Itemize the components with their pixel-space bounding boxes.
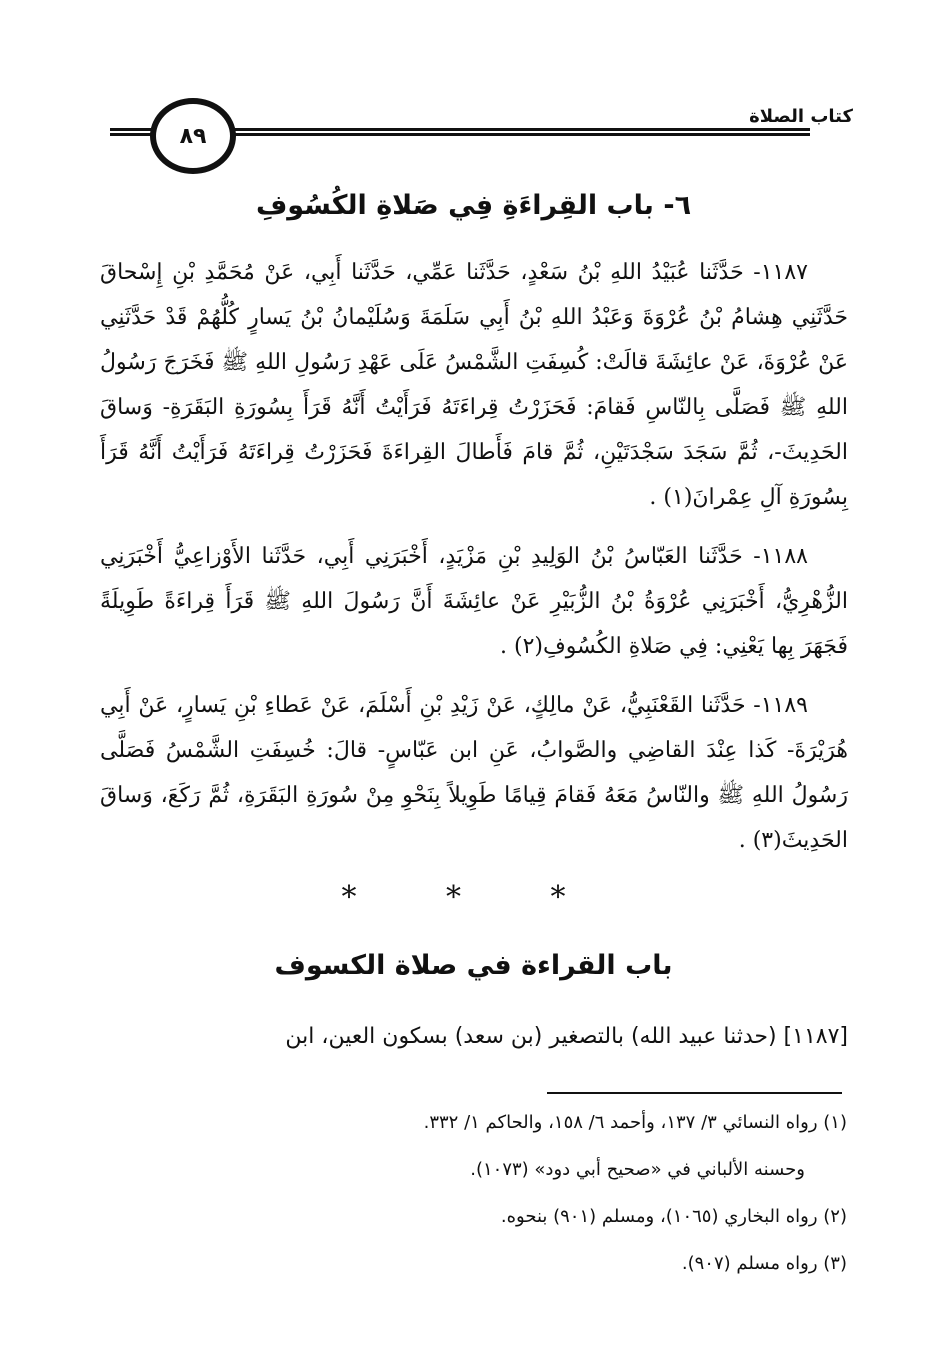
running-head-title: كتاب الصلاة <box>743 106 859 127</box>
hadith-body <box>100 250 848 877</box>
commentary-text: [١١٨٧] (حدثنا عبيد الله) بالتصغير (بن سعد) بسكون العين، ابن <box>285 1024 848 1049</box>
page-number-badge <box>150 98 236 174</box>
footnote-1-continuation: وحسنه الألباني في «صحيح أبي دود» (١٠٧٣). <box>470 1159 805 1180</box>
page-number: ٨٩ <box>179 123 207 149</box>
hadith-1189: ١١٨٩- حَدَّثَنا القَعْنَبِيُّ، عَنْ مالِكٍ، عَنْ زَيْدِ بْنِ أَسْلَمَ، عَنْ عَطاءِ بْنِ يَسارٍ، عَنْ أَبِي هُرَيْرَةَ- كَذا عِنْدَ القاضِي والصَّوابُ، عَنِ ابن عَبّاسٍ- قالَ: خُسِفَتِ الشَّمْسُ فَصَلَّى رَسُولُ اللهِ ﷺ والنّاسُ مَعَهُ فَقامَ قِيامًا طَوِيلاً بِنَحْوِ مِنْ سُورَةِ البَقَرَةِ، ثُمَّ رَكَعَ، وَساقَ الحَدِيثَ(٣) . <box>100 693 848 853</box>
section-title: ٦- باب القِراءَةِ فِي صَلاةِ الكُسُوفِ <box>255 190 692 221</box>
footnote-3: (٣) رواه مسلم (٩٠٧). <box>681 1253 847 1274</box>
footnotes <box>99 1105 847 1293</box>
hadith-1187: ١١٨٧- حَدَّثَنا عُبَيْدُ اللهِ بْنُ سَعْدٍ، حَدَّثَنا عَمِّي، حَدَّثَنا أَبِي، عَنْ مُحَمَّدِ بْنِ إِسْحاقَ حَدَّثَنِي هِشامُ بْنُ عُرْوَةَ وَعَبْدُ اللهِ بْنُ أَبِي سَلَمَةَ وَسُلَيْمانُ بْنُ يَسارٍ كُلُّهُمْ قَدْ حَدَّثَنِي عَنْ عُرْوَةَ، عَنْ عائِشَةَ قالَتْ: كُسِفَتِ الشَّمْسُ عَلَى عَهْدِ رَسُولِ اللهِ ﷺ فَخَرَجَ رَسُولُ اللهِ ﷺ فَصَلَّى بِالنّاسِ فَقامَ: فَحَزَرْتُ قِراءَتَهُ فَرَأَيْتُ أَنَّهُ قَرَأَ بِسُورَةِ البَقَرَةِ- وَساقَ الحَدِيثَ-، ثُمَّ سَجَدَ سَجْدَتَيْنِ، ثُمَّ قامَ فَأَطالَ القِراءَةَ فَحَزَرْتُ قِراءَتَهُ فَرَأَيْتُ أَنَّهُ قَرَأَ بِسُورَةِ آلِ عِمْرانَ(١) . <box>100 260 848 510</box>
footnote-divider <box>547 1092 842 1094</box>
header-rule-right <box>225 128 810 136</box>
footnote-2: (٢) رواه البخاري (١٠٦٥)، ومسلم (٩٠١) بنحوه. <box>500 1206 847 1227</box>
section-separator: * * * <box>341 880 606 915</box>
commentary-title: باب القراءة في صلاة الكسوف <box>274 950 673 981</box>
footnote-1: (١) رواه النسائي ٣/ ١٣٧، وأحمد ٦/ ١٥٨، والحاكم ١/ ٣٣٢. <box>423 1112 847 1133</box>
hadith-1188: ١١٨٨- حَدَّثَنا العَبّاسُ بْنُ الوَلِيدِ بْنِ مَزْيَدٍ، أَخْبَرَنِي أَبِي، حَدَّثَنا الأَوْزاعِيُّ أَخْبَرَنِي الزُّهْرِيُّ، أَخْبَرَنِي عُرْوَةُ بْنُ الزُّبَيْرِ عَنْ عائِشَةَ أَنَّ رَسُولَ اللهِ ﷺ قَرَأَ قِراءَةً طَوِيلَةً فَجَهَرَ بِها يَعْنِي: فِي صَلاةِ الكُسُوفِ(٢) . <box>100 544 848 659</box>
